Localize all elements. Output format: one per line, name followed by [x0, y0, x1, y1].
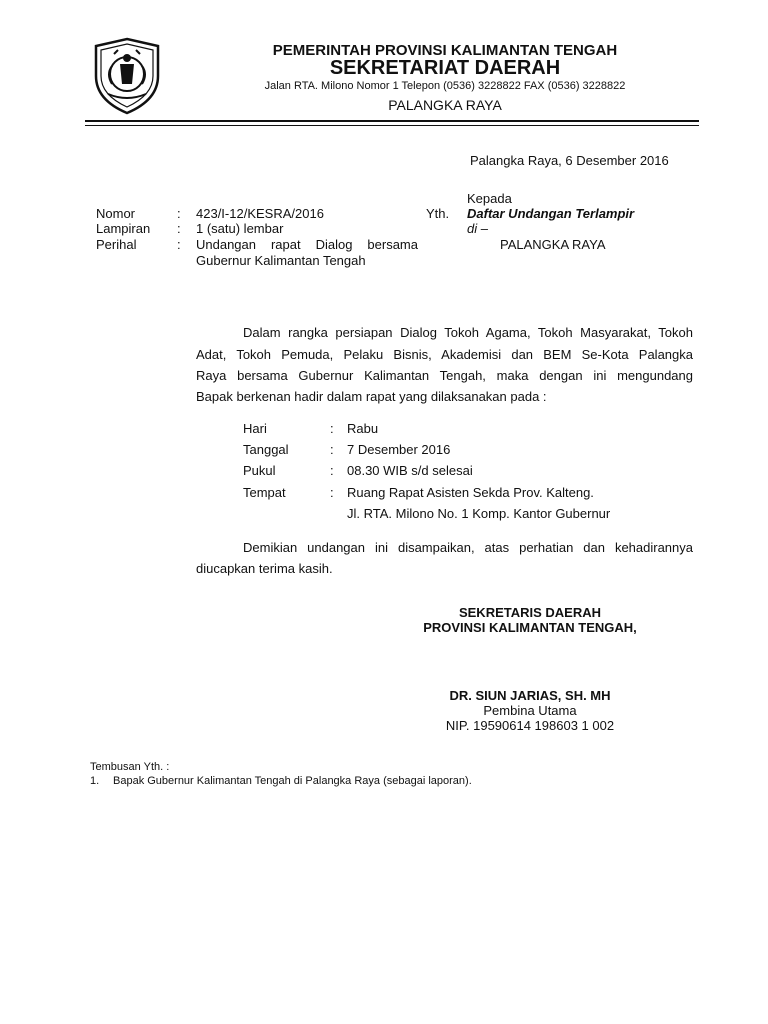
perihal-colon: : — [177, 237, 181, 252]
cc-item-text: Bapak Gubernur Kalimantan Tengah di Palangka Raya (sebagai laporan). — [113, 775, 472, 787]
letterhead-province: PEMERINTAH PROVINSI KALIMANTAN TENGAH — [272, 42, 618, 59]
date-line: Palangka Raya, 6 Desember 2016 — [470, 153, 669, 168]
body-line-3: Raya bersama Gubernur Kalimantan Tengah, maka dengan ini mengundang — [196, 368, 693, 383]
signature-rank: Pembina Utama — [483, 703, 577, 718]
tempat-line1: Ruang Rapat Asisten Sekda Prov. Kalteng. — [347, 485, 594, 500]
tempat-label: Tempat — [243, 485, 286, 500]
perihal-line2: Gubernur Kalimantan Tengah — [196, 253, 366, 268]
tempat-colon: : — [330, 485, 334, 500]
tanggal-colon: : — [330, 442, 334, 457]
pukul-colon: : — [330, 463, 334, 478]
signature-title-2: PROVINSI KALIMANTAN TENGAH, — [423, 620, 637, 635]
signature-name: DR. SIUN JARIAS, SH. MH — [449, 688, 611, 703]
header-rule-thin — [85, 125, 699, 126]
header-rule-thick — [85, 120, 699, 122]
letterhead-office: SEKRETARIAT DAERAH — [329, 57, 561, 79]
nomor-value: 423/I-12/KESRA/2016 — [196, 206, 324, 221]
recipient-kepada: Kepada — [467, 191, 512, 206]
provincial-crest-icon — [92, 36, 162, 116]
hari-colon: : — [330, 421, 334, 436]
recipient-yth: Yth. — [426, 206, 450, 221]
pukul-label: Pukul — [243, 463, 276, 478]
signature-title-1: SEKRETARIS DAERAH — [458, 605, 602, 620]
body-line-1: Dalam rangka persiapan Dialog Tokoh Agama, Tokoh Masyarakat, Tokoh — [243, 325, 693, 340]
nomor-label: Nomor — [96, 206, 136, 221]
hari-value: Rabu — [347, 421, 379, 436]
tanggal-label: Tanggal — [243, 442, 289, 457]
recipient-di: di – — [467, 221, 488, 236]
tanggal-value: 7 Desember 2016 — [347, 442, 451, 457]
cc-label: Tembusan Yth. : — [90, 761, 170, 773]
hari-label: Hari — [243, 421, 267, 436]
perihal-line1: Undangan rapat Dialog bersama — [196, 237, 418, 252]
lampiran-label: Lampiran — [96, 221, 151, 236]
recipient-name: Daftar Undangan Terlampir — [467, 206, 635, 221]
lampiran-value: 1 (satu) lembar — [196, 221, 284, 236]
body-line-4: Bapak berkenan hadir dalam rapat yang dilaksanakan pada : — [196, 389, 547, 404]
letterhead-city: PALANGKA RAYA — [388, 97, 502, 113]
tempat-line2: Jl. RTA. Milono No. 1 Komp. Kantor Gubernur — [347, 506, 611, 521]
recipient-city: PALANGKA RAYA — [500, 237, 606, 252]
perihal-label: Perihal — [96, 237, 137, 252]
signature-nip: NIP. 19590614 198603 1 002 — [445, 718, 615, 733]
closing-line-1: Demikian undangan ini disampaikan, atas perhatian dan kehadirannya — [243, 540, 693, 555]
lampiran-colon: : — [177, 221, 181, 236]
pukul-value: 08.30 WIB s/d selesai — [347, 463, 473, 478]
nomor-colon: : — [177, 206, 181, 221]
closing-line-2: diucapkan terima kasih. — [196, 561, 333, 576]
cc-item-number: 1. — [90, 775, 100, 787]
body-line-2: Adat, Tokoh Pemuda, Pelaku Bisnis, Akademisi dan BEM Se-Kota Palangka — [196, 347, 693, 362]
letterhead-address: Jalan RTA. Milono Nomor 1 Telepon (0536) 3228822 FAX (0536) 3228822 — [264, 80, 626, 92]
